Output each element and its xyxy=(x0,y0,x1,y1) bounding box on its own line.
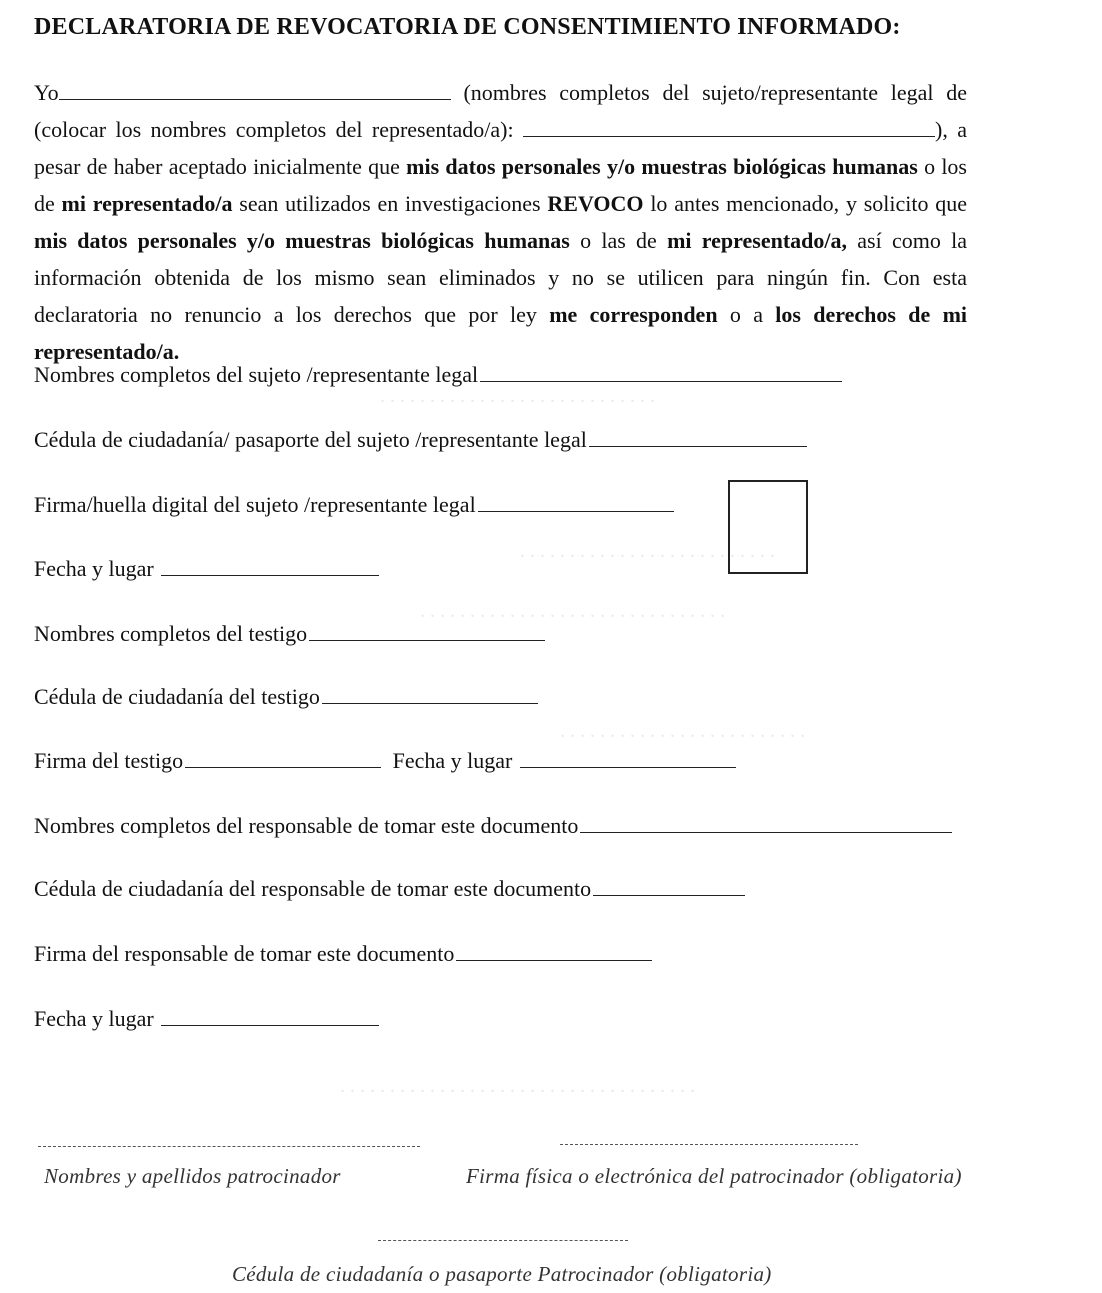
sponsor-signature-line[interactable] xyxy=(560,1144,858,1145)
sponsor-id-caption: Cédula de ciudadanía o pasaporte Patrocinador (obligatoria) xyxy=(232,1262,772,1286)
name-blank[interactable] xyxy=(59,81,451,100)
para-text-4: sean utilizados en investigaciones xyxy=(239,191,541,216)
fecha-lugar-1-input[interactable] xyxy=(161,571,379,576)
field-nombres-testigo xyxy=(34,621,545,647)
bleed-through-decoration: . . . . . . . . . . . . . . . . . . . . . . . . . . . . . . . xyxy=(420,600,725,622)
firma-responsable-input[interactable] xyxy=(456,956,652,961)
para-bold-1: mis datos personales y/o muestras biológicas humanas xyxy=(406,154,918,179)
para-bold-2: mi representado/a xyxy=(61,191,233,216)
declaration-paragraph xyxy=(34,74,967,370)
bleed-through-decoration: . . . . . . . . . . . . . . . . . . . . . . . . . xyxy=(560,720,805,742)
field-fecha-lugar-3 xyxy=(34,1006,379,1032)
nombres-testigo-input[interactable] xyxy=(309,636,545,641)
para-bold-5: mi representado/a, xyxy=(667,228,848,253)
sponsor-id-line[interactable] xyxy=(378,1240,628,1241)
para-bold-6: me corresponden xyxy=(549,302,718,327)
fecha-lugar-3-input[interactable] xyxy=(161,1021,379,1026)
cedula-testigo-input[interactable] xyxy=(322,699,538,704)
para-yo: Yo xyxy=(34,80,59,105)
field-label: Fecha y lugar xyxy=(34,556,154,581)
para-bold-7: los derechos de mi representado/a. xyxy=(34,302,968,364)
field-label: Fecha y lugar xyxy=(392,748,513,773)
sponsor-signature-caption: Firma física o electrónica del patrocinador (obligatoria) xyxy=(466,1164,962,1188)
para-bold-4: mis datos personales y/o muestras biológicas humanas xyxy=(34,228,570,253)
field-label: Firma/huella digital del sujeto /representante legal xyxy=(34,492,476,517)
bleed-through-decoration: . . . . . . . . . . . . . . . . . . . . . . . . . . . . . . . . . . . . xyxy=(340,1075,695,1097)
field-label: Cédula de ciudadanía/ pasaporte del sujeto /representante legal xyxy=(34,427,587,452)
fecha-lugar-2-input[interactable] xyxy=(520,763,736,768)
field-label: Nombres completos del sujeto /representante legal xyxy=(34,362,479,387)
field-fecha-lugar-1 xyxy=(34,556,379,582)
represented-name-blank[interactable] xyxy=(523,118,935,137)
firma-testigo-input[interactable] xyxy=(185,763,381,768)
field-cedula-sujeto xyxy=(34,427,807,453)
field-firma-responsable xyxy=(34,941,652,967)
nombres-responsable-input[interactable] xyxy=(580,828,952,833)
page-title: DECLARATORIA DE REVOCATORIA DE CONSENTIMIENTO INFORMADO: xyxy=(34,14,901,40)
field-label: Nombres completos del testigo xyxy=(34,621,308,646)
field-label: Fecha y lugar xyxy=(34,1006,154,1031)
field-firma-testigo xyxy=(34,748,736,774)
nombres-sujeto-input[interactable] xyxy=(480,377,842,382)
para-text-7: así como la información obtenida de los mismo sean eliminados y no se utilicen para ningún fin. Con esta declaratoria no renuncio a los derechos que por ley xyxy=(34,228,968,327)
field-nombres-sujeto xyxy=(34,362,842,388)
field-label: Firma del responsable de tomar este documento xyxy=(34,941,455,966)
para-bold-3: REVOCO xyxy=(547,191,644,216)
cedula-responsable-input[interactable] xyxy=(593,891,745,896)
sponsor-name-line[interactable] xyxy=(38,1146,420,1147)
field-label: Firma del testigo xyxy=(34,748,184,773)
sponsor-name-caption: Nombres y apellidos patrocinador xyxy=(44,1164,341,1188)
para-text-3: o los de xyxy=(34,154,967,216)
field-cedula-testigo xyxy=(34,684,538,710)
firma-sujeto-input[interactable] xyxy=(478,507,674,512)
bleed-through-decoration: . . . . . . . . . . . . . . . . . . . . . . . . . . xyxy=(520,540,775,562)
field-nombres-responsable xyxy=(34,813,952,839)
field-label: Cédula de ciudadanía del testigo xyxy=(34,684,320,709)
field-firma-sujeto xyxy=(34,492,674,518)
para-text-8: o a xyxy=(729,302,763,327)
cedula-sujeto-input[interactable] xyxy=(589,442,807,447)
bleed-through-decoration: . . . . . . . . . . . . . . . . . . . . . . . . . . . . xyxy=(380,385,655,407)
para-text-1: (nombres completos del sujeto/representante legal de (colocar los nombres completos del representado/a): xyxy=(34,80,968,142)
para-text-5: lo antes mencionado, y solicito que xyxy=(650,191,968,216)
field-cedula-responsable xyxy=(34,876,745,902)
para-text-2: ), a pesar de haber aceptado inicialmente que xyxy=(34,117,968,179)
fingerprint-box[interactable] xyxy=(728,480,808,574)
field-label: Cédula de ciudadanía del responsable de tomar este documento xyxy=(34,876,592,901)
field-label: Nombres completos del responsable de tomar este documento xyxy=(34,813,579,838)
para-text-6: o las de xyxy=(580,228,657,253)
